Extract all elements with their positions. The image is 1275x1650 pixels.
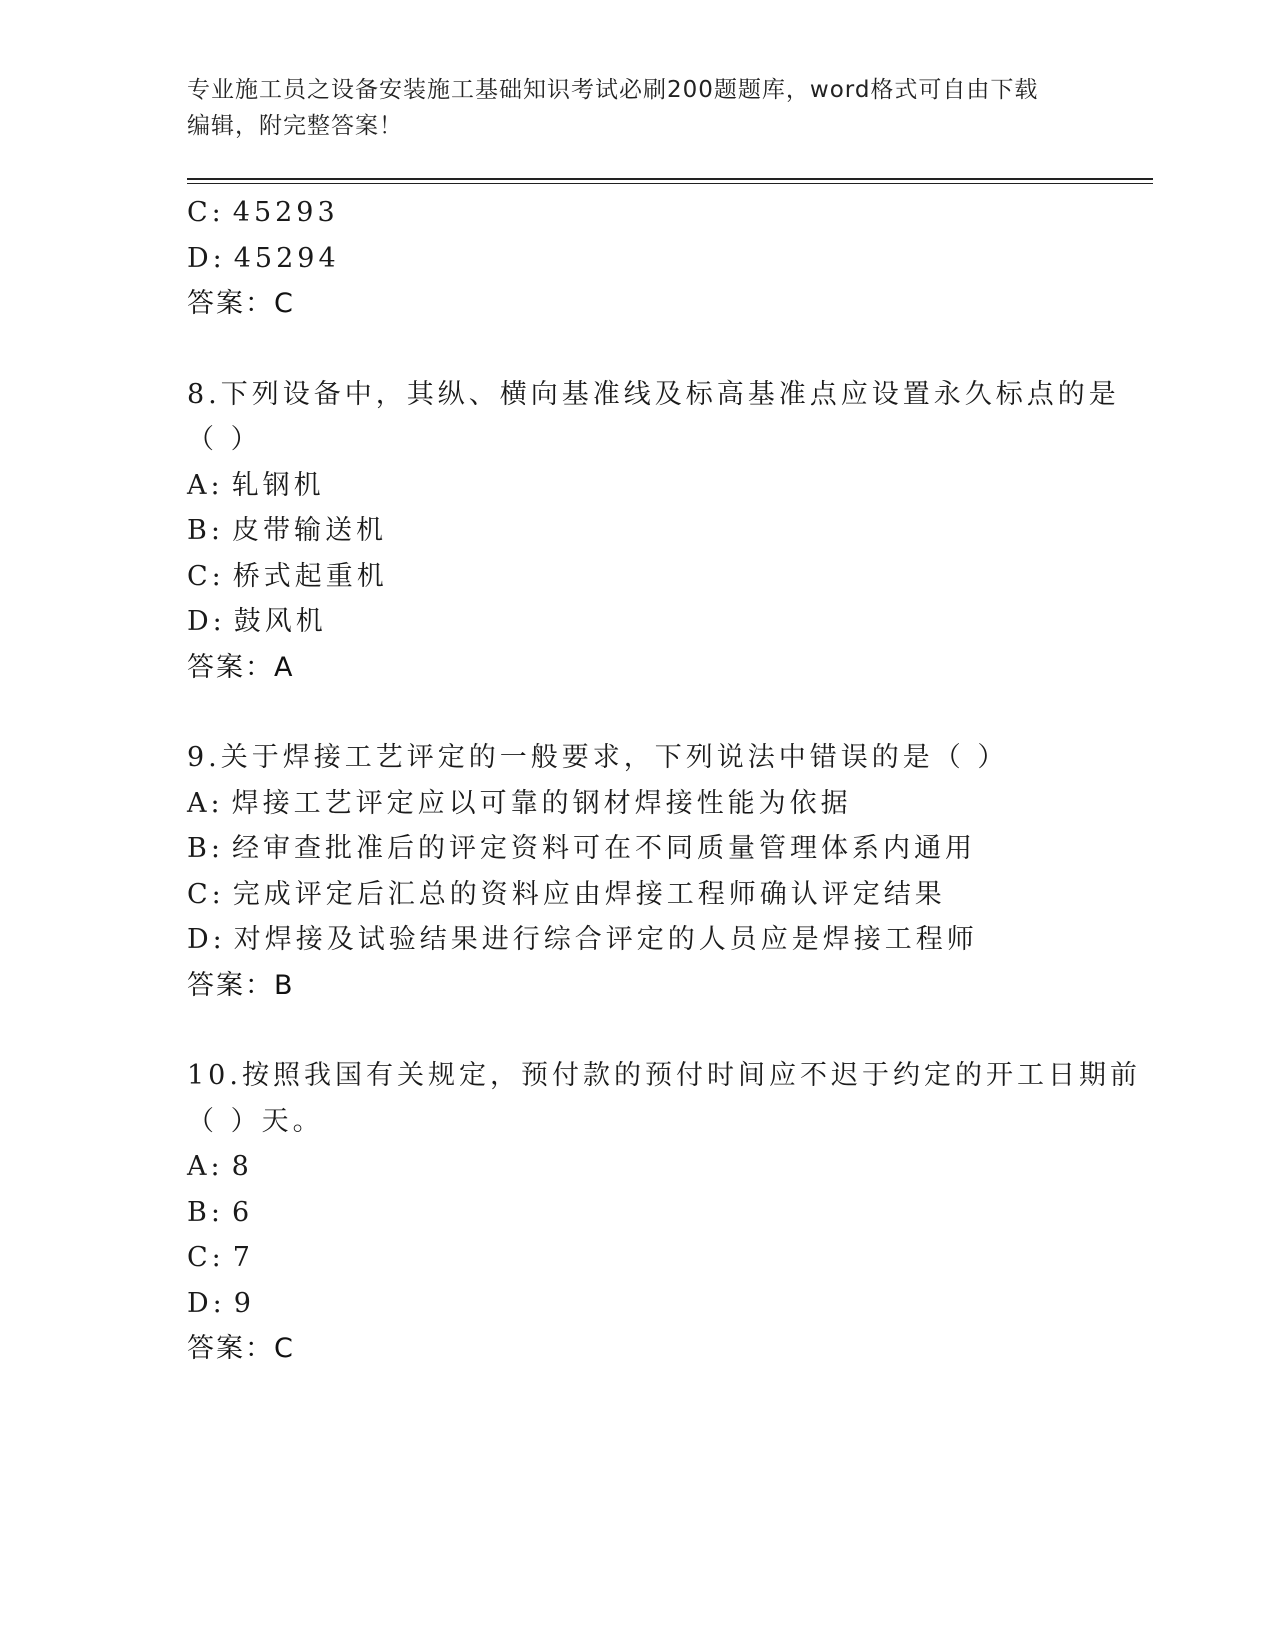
option-c: C: 完成评定后汇总的资料应由焊接工程师确认评定结果 (187, 878, 946, 910)
option-b: B: 经审查批准后的评定资料可在不同质量管理体系内通用 (187, 833, 976, 864)
page-header (187, 72, 1067, 144)
question-10 (187, 1053, 1153, 1372)
question-stem-continued: （ ） (187, 424, 262, 455)
option-c: C: 7 (187, 1242, 254, 1273)
spacer (187, 1008, 1153, 1053)
header-title-line-1: 专业施工员之设备安装施工基础知识考试必刷200题题库，word格式可自由下载 (187, 77, 1039, 103)
spacer (187, 327, 1153, 372)
option-d: D: 45294 (187, 242, 340, 274)
answer-line: 答案：C (187, 1333, 295, 1364)
question-list (187, 190, 1153, 1372)
option-b: B: 皮带输送机 (187, 515, 387, 546)
option-d: D: 9 (187, 1287, 255, 1319)
question-stem: 10.按照我国有关规定，预付款的预付时间应不迟于约定的开工日期前 (187, 1060, 1141, 1091)
question-stem: 8.下列设备中，其纵、横向基准线及标高基准点应设置永久标点的是 (187, 378, 1120, 410)
option-a: A: 8 (187, 1151, 253, 1182)
option-a: A: 轧钢机 (187, 469, 325, 501)
question-stem-continued: （ ）天。 (187, 1105, 324, 1137)
header-divider-thin (187, 183, 1153, 184)
option-d: D: 对焊接及试验结果进行综合评定的人员应是焊接工程师 (187, 924, 978, 955)
option-c: C: 桥式起重机 (187, 560, 388, 592)
question-8 (187, 372, 1153, 691)
option-a: A: 焊接工艺评定应以可靠的钢材焊接性能为依据 (187, 787, 852, 819)
question-9 (187, 735, 1153, 1008)
spacer (187, 690, 1153, 735)
option-d: D: 鼓风机 (187, 606, 327, 637)
answer-line: 答案：B (187, 969, 295, 1001)
option-c: C: 45293 (187, 197, 339, 228)
header-title-line-2: 编辑，附完整答案！ (187, 113, 403, 139)
answer-line: 答案：C (187, 288, 295, 319)
option-b: B: 6 (187, 1196, 254, 1228)
question-7-continuation (187, 190, 1153, 327)
header-divider-thick (187, 178, 1153, 180)
question-stem: 9.关于焊接工艺评定的一般要求，下列说法中错误的是（ ） (187, 742, 1009, 773)
answer-line: 答案：A (187, 651, 295, 683)
